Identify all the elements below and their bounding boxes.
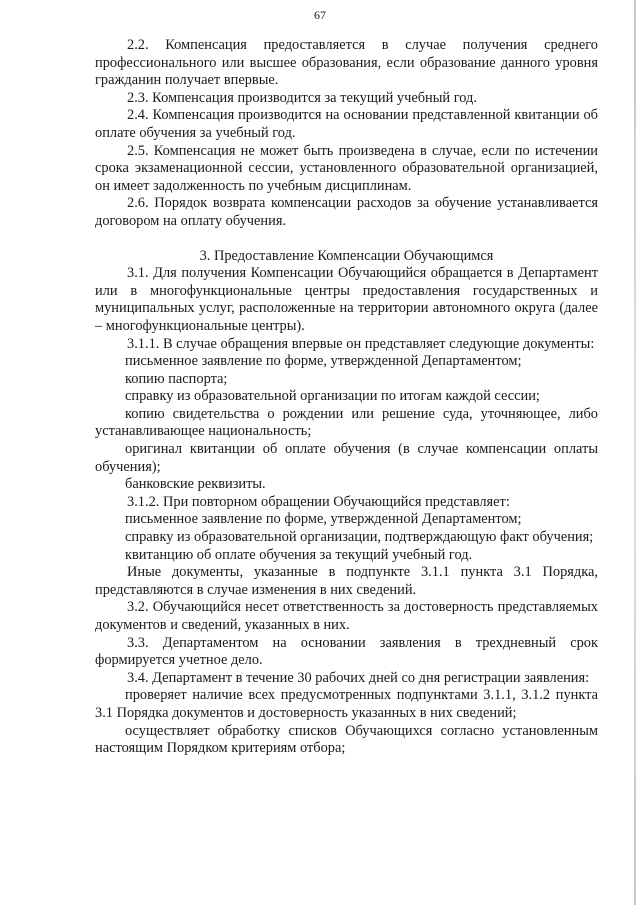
list-item: копию свидетельства о рождении или решение суда, уточняющее, либо устанавливающее национальность; bbox=[95, 405, 598, 440]
list-item: копию паспорта; bbox=[125, 370, 228, 387]
paragraph-other-documents: Иные документы, указанные в подпункте 3.1.1 пункта 3.1 Порядка, представляются в случае изменения в них сведений. bbox=[95, 564, 598, 598]
list-item: справку из образовательной организации, подтверждающую факт обучения; bbox=[125, 529, 594, 546]
paragraph-3-4: 3.4. Департамент в течение 30 рабочих дней со дня регистрации заявления: bbox=[127, 669, 590, 686]
list-item: проверяет наличие всех предусмотренных подпунктами 3.1.1, 3.1.2 пункта 3.1 Порядка документов и достоверность указанных в них сведений; bbox=[95, 687, 598, 721]
paragraph-2-6: 2.6. Порядок возврата компенсации расходов за обучение устанавливается договором на оплату обучения. bbox=[95, 195, 598, 229]
page-edge bbox=[634, 0, 636, 905]
list-item: письменное заявление по форме, утвержденной Департаментом; bbox=[125, 511, 522, 528]
list-item: письменное заявление по форме, утвержденной Департаментом; bbox=[125, 353, 522, 370]
list-item: банковские реквизиты. bbox=[125, 476, 266, 493]
paragraph-2-5: 2.5. Компенсация не может быть произведена в случае, если по истечении срока экзаменационной сессии, установленного образовательной организацией, он имеет задолженность по учебным дисциплинам. bbox=[95, 142, 598, 194]
list-item: справку из образовательной организации по итогам каждой сессии; bbox=[125, 388, 540, 405]
list-item: осуществляет обработку списков Обучающихся согласно установленным настоящим Порядком критериям отбора; bbox=[95, 722, 598, 757]
page-number: 67 bbox=[314, 8, 326, 22]
list-item: оригинал квитанции об оплате обучения (в случае компенсации оплаты обучения); bbox=[95, 441, 598, 475]
paragraph-3-1-2: 3.1.2. При повторном обращении Обучающийся представляет: bbox=[127, 493, 510, 510]
paragraph-3-3: 3.3. Департаментом на основании заявления в трехдневный срок формируется учетное дело. bbox=[95, 634, 598, 669]
paragraph-2-3: 2.3. Компенсация производится за текущий учебный год. bbox=[127, 89, 477, 106]
paragraph-3-1-1: 3.1.1. В случае обращения впервые он представляет следующие документы: bbox=[127, 335, 595, 352]
document-body bbox=[95, 37, 598, 758]
paragraph-3-2: 3.2. Обучающийся несет ответственность за достоверность представляемых документов и сведений, указанных в них. bbox=[95, 599, 598, 633]
list-item: квитанцию об оплате обучения за текущий учебный год. bbox=[125, 546, 473, 563]
section-gap bbox=[95, 231, 598, 248]
paragraph-2-4: 2.4. Компенсация производится на основании представленной квитанции об оплате обучения за учебный год. bbox=[95, 107, 598, 141]
section-3-heading: 3. Предоставление Компенсации Обучающимся bbox=[199, 247, 494, 264]
paragraph-2-2: 2.2. Компенсация предоставляется в случае получения среднего профессионального или высшее образования, если образование данного уровня гражданин получает впервые. bbox=[95, 37, 598, 89]
paragraph-3-1: 3.1. Для получения Компенсации Обучающийся обращается в Департамент или в многофункциональные центры предоставления государственных и муниципальных услуг, расположенные на территории автономного округа (далее – многофункциональные центры). bbox=[95, 265, 598, 334]
